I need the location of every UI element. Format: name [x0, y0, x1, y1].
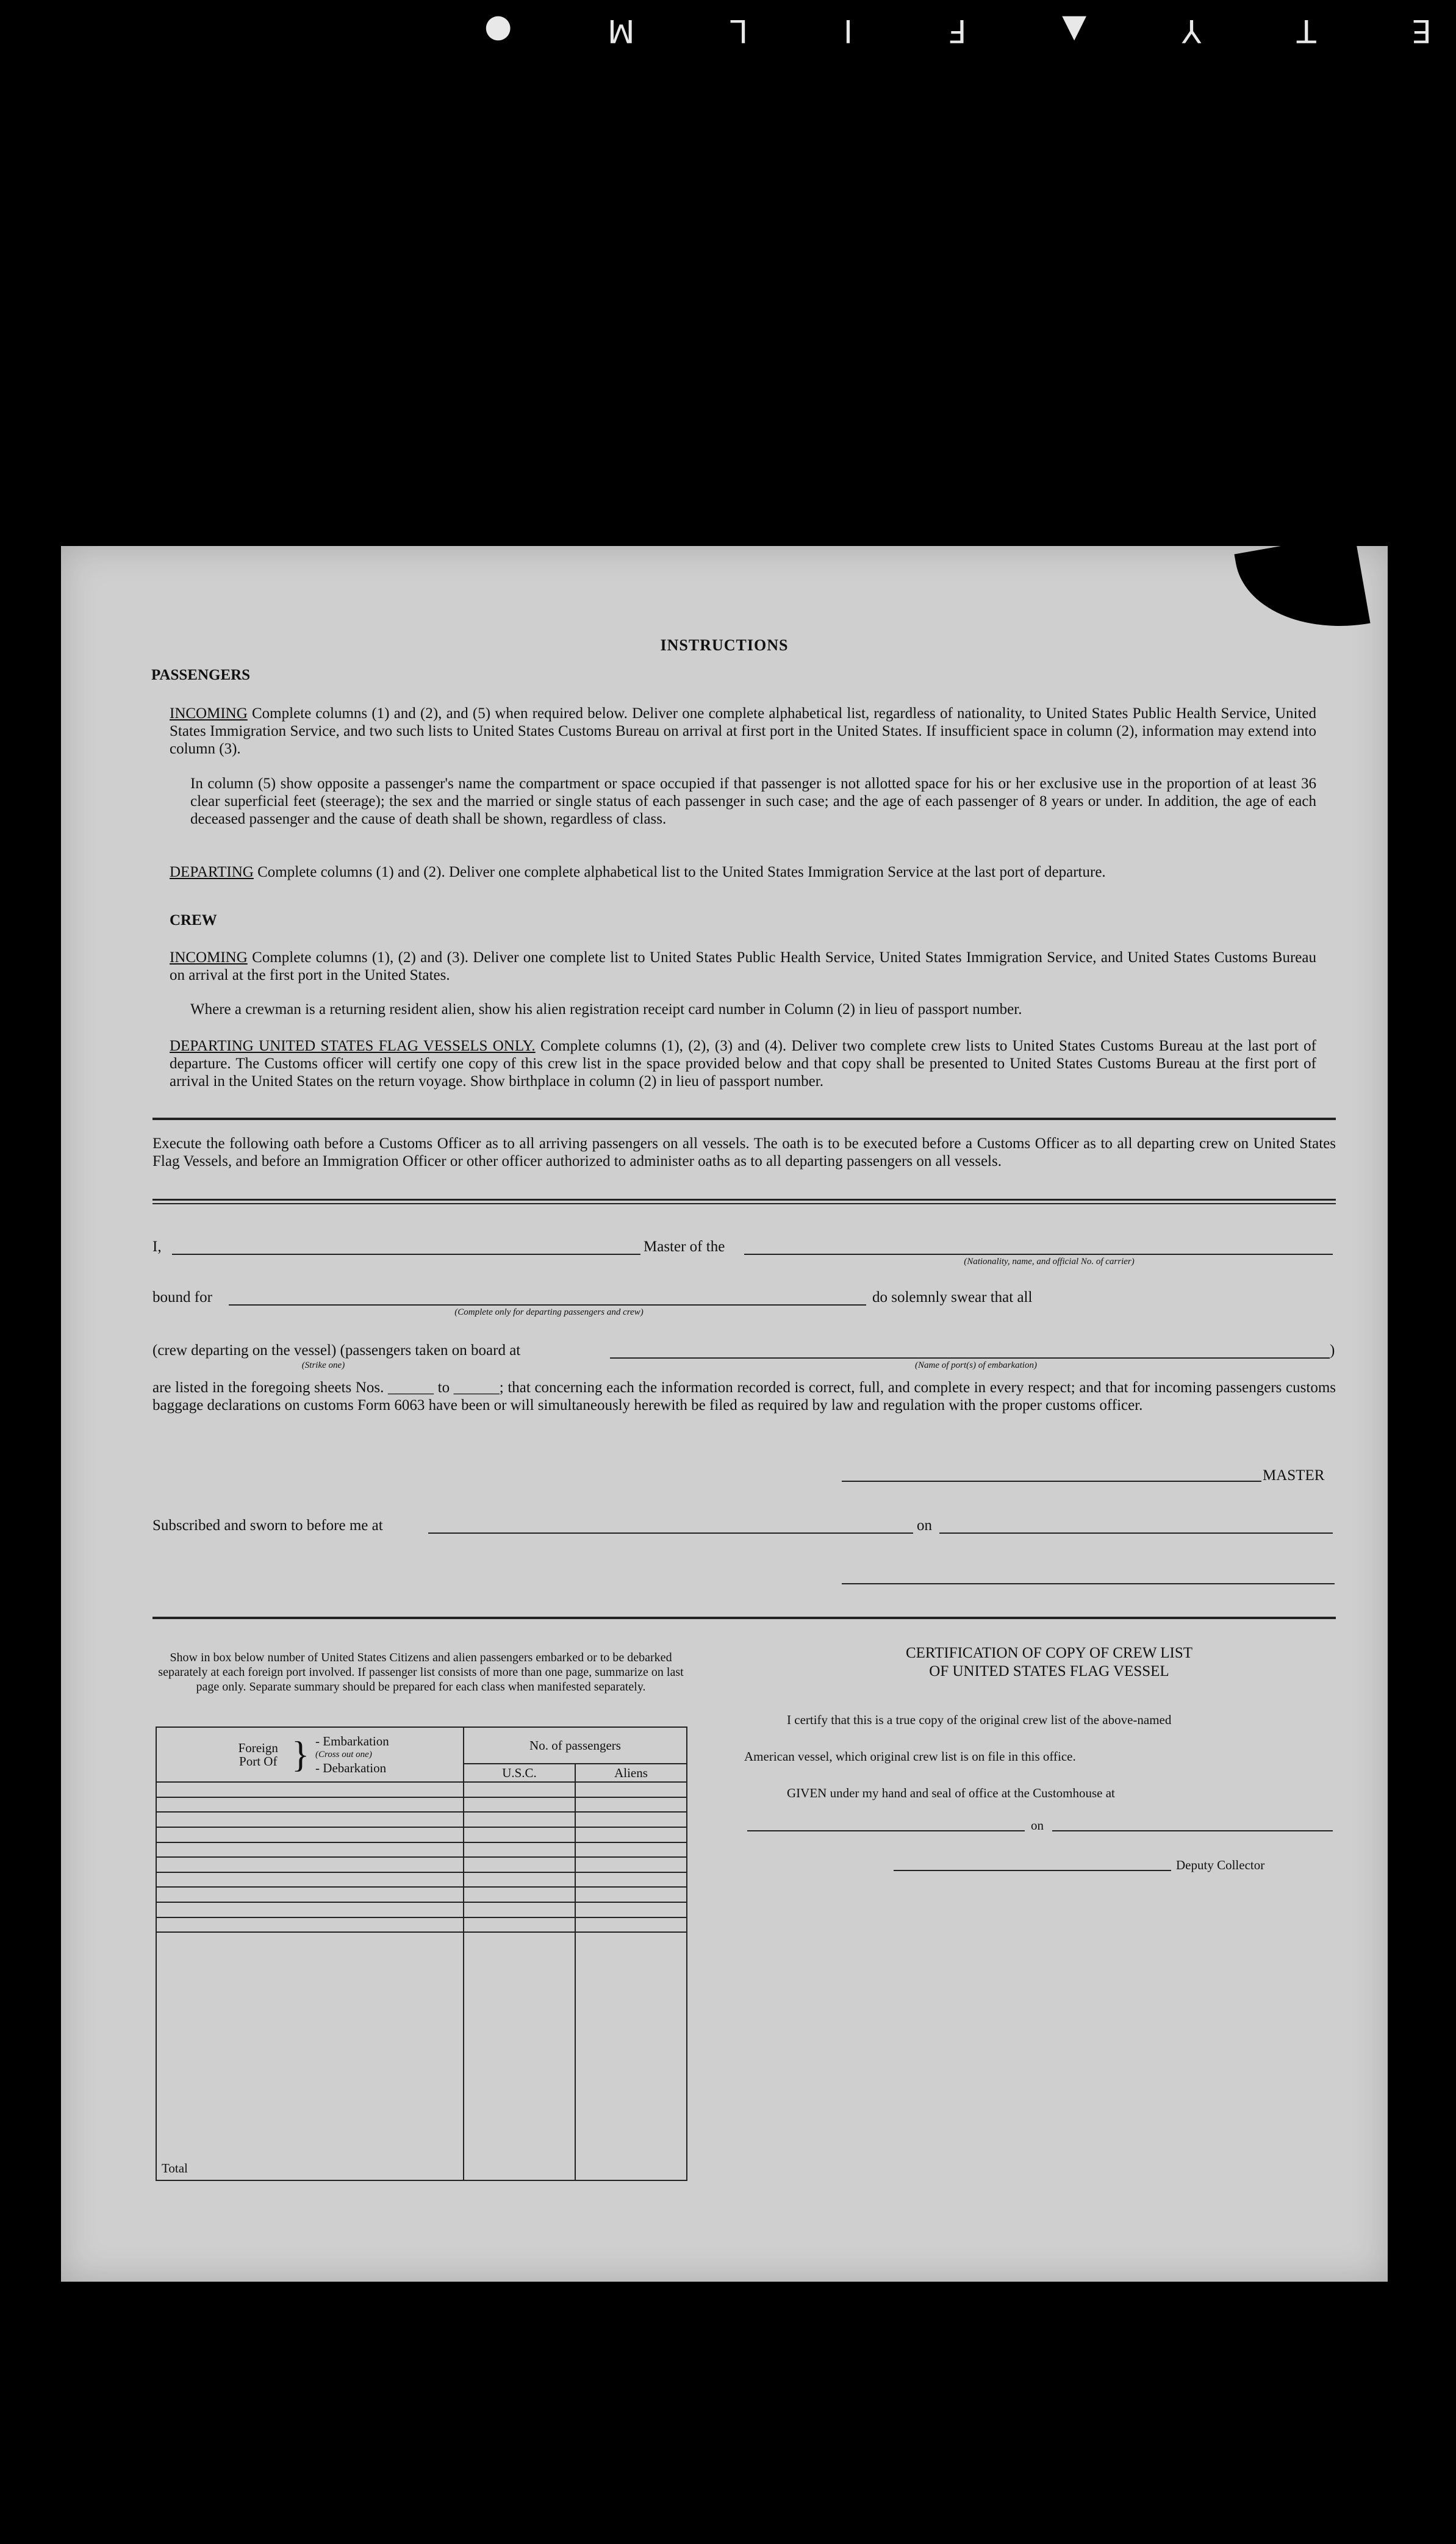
film-marker-text: E T Y ▲ F I L M ● [441, 12, 1432, 49]
bound-for-line[interactable] [229, 1304, 866, 1306]
certify-text-1: I certify that this is a true copy of the original crew list of the above-named [787, 1712, 1172, 1727]
subscribed-label: Subscribed and sworn to before me at [152, 1517, 383, 1534]
instructions-title: INSTRUCTIONS [660, 636, 789, 654]
column5-paragraph: In column (5) show opposite a passenger's name the compartment or space occupied if that passenger is not allotted space for his or her exclusive use in the proportion of at least 36 clear superficial feet (steerage); the sex and the married or single status of each passenger in such case; and the age of each passenger of 8 years or under. In addition, the age of each deceased passenger and the cause of death shall be shown, regardless of class. [190, 775, 1316, 827]
cert-title-line-1: CERTIFICATION OF COPY OF CREW LIST [905, 1645, 1193, 1661]
divider [152, 1203, 1336, 1204]
crew-incoming-text: Complete columns (1), (2) and (3). Deliver one complete list to United States Public Health Service, United States Immigration Service, and United States Customs Bureau on arrival at the first port in the United States. [170, 949, 1316, 983]
brace-symbol: } [292, 1734, 310, 1775]
divider [152, 1118, 1336, 1120]
departing-flag-label: DEPARTING UNITED STATES FLAG VESSELS ONLY. [170, 1038, 536, 1054]
subscribed-on-label: on [917, 1517, 932, 1534]
crew-passengers-text: (crew departing on the vessel) (passengers taken on board at [152, 1342, 521, 1359]
embarkation-label: - Embarkation [315, 1734, 389, 1748]
swear-text: do solemnly swear that all [872, 1289, 1033, 1306]
foreign-port-label: Foreign Port Of [238, 1741, 278, 1769]
passengers-departing-text: Complete columns (1) and (2). Deliver one complete alphabetical list to the United States Immigration Service at the last port of departure. [257, 864, 1106, 880]
sheets-paragraph: are listed in the foregoing sheets Nos. ______ to ______; that concerning each the information recorded is correct, full, and complete in every respect; and that for incoming passengers customs baggage declarations on customs Form 6063 have been or will simultaneously herewith be filed as required by law and regulation with the proper customs officer. [152, 1379, 1336, 1414]
passengers-incoming-text: Complete columns (1) and (2), and (5) when required below. Deliver one complete alphabetical list, regardless of nationality, to United States Public Health Service, United States Immigration Service, and two such lists to United States Customs Bureau on arrival at first port in the United States. If insufficient space in column (2), information may extend into column (3). [170, 705, 1317, 757]
table-row [156, 1857, 687, 1872]
passenger-summary-table [156, 1727, 687, 2181]
divider [152, 1199, 1336, 1201]
deputy-signature-line[interactable] [894, 1870, 1171, 1871]
total-row [156, 1932, 687, 2180]
cross-out-note: (Cross out one) [315, 1750, 372, 1759]
table-row [156, 1887, 687, 1902]
master-of-label: Master of the [644, 1238, 725, 1255]
debarkation-label: - Debarkation [315, 1761, 387, 1775]
usc-header: U.S.C. [464, 1764, 575, 1782]
subscribed-place-line[interactable] [428, 1533, 913, 1534]
crew-heading: CREW [170, 912, 217, 929]
subscribed-date-line[interactable] [939, 1533, 1333, 1534]
master-signature-line[interactable] [842, 1481, 1261, 1482]
aliens-header: Aliens [575, 1764, 687, 1782]
cert-on-label: on [1031, 1818, 1044, 1833]
bound-for-note: (Complete only for departing passengers and crew) [454, 1307, 644, 1317]
carrier-note: (Nationality, name, and official No. of carrier) [964, 1257, 1135, 1267]
table-row [156, 1917, 687, 1933]
cert-date-line[interactable] [1052, 1830, 1333, 1831]
divider [152, 1617, 1336, 1619]
total-label: Total [156, 1932, 464, 2180]
officer-signature-line[interactable] [842, 1583, 1335, 1584]
passengers-departing-label: DEPARTING [170, 864, 254, 880]
table-row [156, 1812, 687, 1827]
table-row [156, 1842, 687, 1858]
port-header-cell [156, 1727, 464, 1782]
cert-title-line-2: OF UNITED STATES FLAG VESSEL [929, 1663, 1169, 1680]
close-paren: ) [1330, 1342, 1335, 1359]
master-name-line[interactable] [172, 1254, 640, 1255]
passengers-departing-paragraph [170, 863, 1316, 881]
oath-i-label: I, [152, 1238, 162, 1255]
passengers-incoming-label: INCOMING [170, 705, 248, 722]
carrier-line[interactable] [744, 1254, 1333, 1255]
strike-note: (Strike one) [301, 1360, 345, 1370]
torn-corner [1234, 533, 1370, 644]
master-label: MASTER [1263, 1467, 1325, 1484]
table-row [156, 1797, 687, 1813]
given-text: GIVEN under my hand and seal of office at the Customhouse at [787, 1786, 1115, 1800]
crew-incoming-label: INCOMING [170, 949, 248, 966]
embarkation-port-line[interactable] [610, 1357, 1330, 1359]
no-passengers-header: No. of passengers [464, 1727, 687, 1764]
crewman-paragraph: Where a crewman is a returning resident alien, show his alien registration receipt card number in Column (2) in lieu of passport number. [190, 1001, 1022, 1018]
document-page [61, 546, 1388, 2282]
table-row [156, 1782, 687, 1797]
port-note: (Name of port(s) of embarkation) [915, 1360, 1037, 1370]
passengers-incoming-paragraph [170, 705, 1316, 758]
departing-flag-text: Complete columns (1), (2), (3) and (4). Deliver two complete crew lists to United States Customs Bureau at the last port of departure. The Customs officer will certify one copy of this crew list in the space provided below and that copy shall be presented to United States Customs Bureau at the first port of arrival in the United States on the return voyage. Show birthplace in column (2) in lieu of passport number. [170, 1038, 1316, 1090]
bound-for-label: bound for [152, 1289, 212, 1306]
table-row [156, 1827, 687, 1842]
certify-text-2: American vessel, which original crew list is on file in this office. [744, 1749, 1076, 1764]
cert-place-line[interactable] [747, 1830, 1025, 1831]
film-edge-marker [0, 0, 1456, 61]
crew-incoming-paragraph [170, 949, 1316, 984]
departing-flag-paragraph [170, 1037, 1316, 1090]
table-row [156, 1872, 687, 1888]
summary-instructions: Show in box below number of United States Citizens and alien passengers embarked or to be debarked separately at each foreign port involved. If passenger list consists of more than one page, summarize on last page only. Separate summary should be prepared for each class when manifested separately. [158, 1651, 684, 1694]
deputy-collector-label: Deputy Collector [1176, 1858, 1265, 1872]
table-row [156, 1902, 687, 1917]
oath-intro: Execute the following oath before a Customs Officer as to all arriving passengers on all vessels. The oath is to be executed before a Customs Officer as to all departing crew on United States Flag Vessels, and before an Immigration Officer or other officer authorized to administer oaths as to all departing passengers on all vessels. [152, 1135, 1336, 1170]
passengers-heading: PASSENGERS [151, 667, 251, 683]
